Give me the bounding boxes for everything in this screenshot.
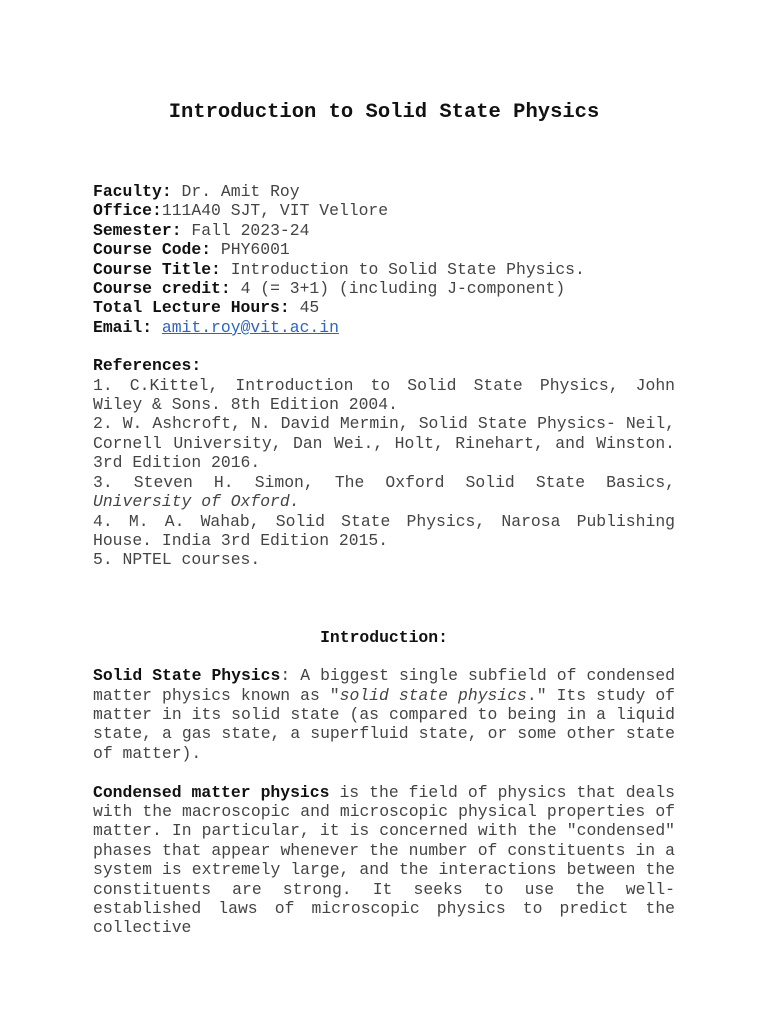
reference-text: 1. C.Kittel, Introduction to Solid State Physics, John Wiley & Sons. 8th Edition 2004.: [93, 375, 675, 415]
info-value: 45: [299, 298, 320, 318]
info-value: Dr. Amit Roy: [181, 182, 300, 201]
info-separator: :: [211, 259, 231, 279]
info-value: Introduction to Solid State Physics.: [230, 259, 585, 279]
info-label: Faculty: [93, 182, 162, 201]
info-lecture-hours: [93, 298, 675, 317]
document-title: Introduction to Solid State Physics: [168, 101, 600, 124]
introduction-heading: Introduction:: [320, 627, 448, 647]
paragraph-emphasis: solid state physics: [339, 685, 527, 705]
reference-text: 5. NPTEL courses.: [93, 550, 261, 570]
email-link[interactable]: amit.roy@vit.ac.in: [161, 317, 339, 337]
paragraph-lead: Condensed matter physics: [93, 782, 330, 802]
solid-state-paragraph: [93, 666, 675, 763]
info-course-title: [93, 260, 675, 279]
reference-text: 3. Steven H. Simon, The Oxford Solid State Basics,: [93, 472, 675, 492]
info-value: 4 (= 3+1) (including J-component): [240, 279, 566, 299]
reference-source: University of Oxford.: [93, 492, 300, 512]
info-course-credit: [93, 279, 675, 298]
info-label: Course credit: [93, 279, 221, 299]
info-course-code: [93, 240, 675, 259]
condensed-matter-paragraph: [93, 783, 675, 938]
references-section: [93, 356, 675, 569]
document-page: [93, 100, 675, 957]
paragraph-text: : A biggest single subfield of condensed matter physics known as ": [93, 666, 675, 705]
info-separator: :: [220, 279, 241, 299]
info-value: Fall 2023-24: [191, 220, 310, 240]
reference-text: 2. W. Ashcroft, N. David Mermin, Solid State Physics- Neil, Cornell University, Dan Wei., Holt, Rinehart, and Winston. 3rd Edition 2016.: [93, 414, 675, 473]
info-label: Total Lecture Hours: [93, 298, 280, 318]
info-label: Email: [93, 317, 143, 337]
reference-text: 4. M. A. Wahab, Solid State Physics, Narosa Publishing House. India 3rd Edition 2015.: [93, 511, 675, 550]
paragraph-text: is the field of physics that deals with the macroscopic and microscopic physical properties of matter. In particular, it is concerned with the "condensed" phases that appear whenever the number of constituents in a system is extremely large, and the interactions between the constituents are strong. It seeks to use the well-established laws of microscopic physics to predict the collective: [93, 782, 675, 938]
references-heading: References:: [93, 356, 202, 376]
info-separator: :: [142, 317, 162, 337]
info-label: Office: [93, 201, 153, 221]
info-separator: :: [152, 201, 162, 221]
course-info: [93, 182, 675, 337]
info-label: Semester: [93, 220, 172, 240]
info-email: [93, 318, 675, 337]
reference-item: [93, 512, 675, 551]
info-label: Course Code: [93, 240, 202, 260]
reference-item: [93, 473, 675, 512]
reference-item: [93, 550, 675, 569]
info-separator: :: [171, 220, 192, 240]
paragraph-lead: Solid State Physics: [93, 666, 281, 686]
info-separator: :: [161, 182, 182, 201]
reference-item: [93, 414, 675, 472]
info-separator: :: [201, 240, 221, 260]
info-semester: [93, 221, 675, 240]
info-faculty: [93, 182, 675, 201]
info-office: [93, 201, 675, 220]
info-separator: :: [279, 298, 300, 318]
paragraph-text: ." Its study of matter in its solid state (as compared to being in a liquid state, a gas state, a superfluid state, or some other state of matter).: [93, 685, 675, 763]
info-label: Course Title: [93, 259, 212, 279]
reference-item: [93, 376, 675, 415]
info-value: 111A40 SJT, VIT Vellore: [161, 201, 389, 221]
info-value: PHY6001: [220, 240, 290, 260]
